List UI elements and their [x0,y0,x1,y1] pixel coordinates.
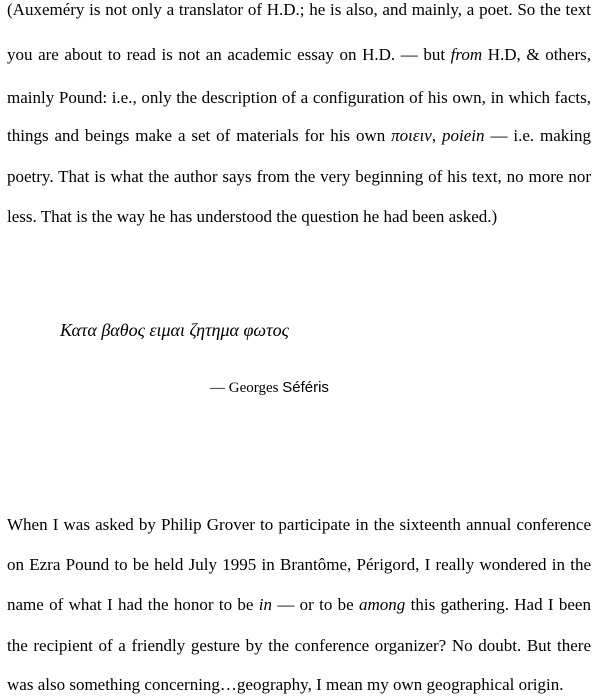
intro-line-2-text-b: H.D, & others, [482,45,591,64]
intro-line-4-greek: ποιειν [391,126,432,145]
intro-line-4-text-a: things and beings make a set of materials for his own [7,126,392,145]
intro-line-6: less. That is the way he has understood the question he had been asked.) [7,207,498,226]
body-line-3-emphasis-in: in [258,595,273,614]
epigraph-quote: Κατα βαθος ειμαι ζητημα φωτος [60,320,289,340]
intro-line-2-emphasis: from [450,45,483,64]
body-line-1: When I was asked by Philip Grover to participate in the sixteenth annual conference [7,515,591,534]
body-line-3-text-a: name of what I had the honor to be [7,595,259,614]
intro-line-1: (Auxeméry is not only a translator of H.D.; he is also, and mainly, a poet. So the text [7,0,591,19]
body-line-3-text-b: — or to be [272,595,360,614]
intro-line-4-text-b: — i.e. making [484,126,592,145]
intro-line-4 [7,126,591,146]
epigraph-attribution [210,378,329,398]
body-line-3 [7,595,591,615]
body-line-4: the recipient of a friendly gesture by the conference organizer? No doubt. But there [7,636,591,655]
attribution-prefix: — Georges [210,380,283,396]
intro-line-4-emphasis: poiein [442,126,485,145]
body-line-3-text-c: this gathering. Had I been [405,595,591,614]
body-line-3-emphasis-among: among [359,595,406,614]
body-line-2: on Ezra Pound to be held July 1995 in Brantôme, Périgord, I really wondered in the [7,555,591,574]
intro-line-3: mainly Pound: i.e., only the description of a configuration of his own, in which facts, [7,88,591,107]
intro-line-2 [7,45,591,65]
intro-line-4-separator: , [431,126,443,145]
attribution-surname: Séféris [282,379,329,396]
body-line-5: was also something concerning…geography, I mean my own geographical origin. [7,675,564,694]
intro-line-5: poetry. That is what the author says from the very beginning of his text, no more nor [7,167,591,186]
intro-line-2-text-a: you are about to read is not an academic essay on H.D. — but [7,45,451,64]
